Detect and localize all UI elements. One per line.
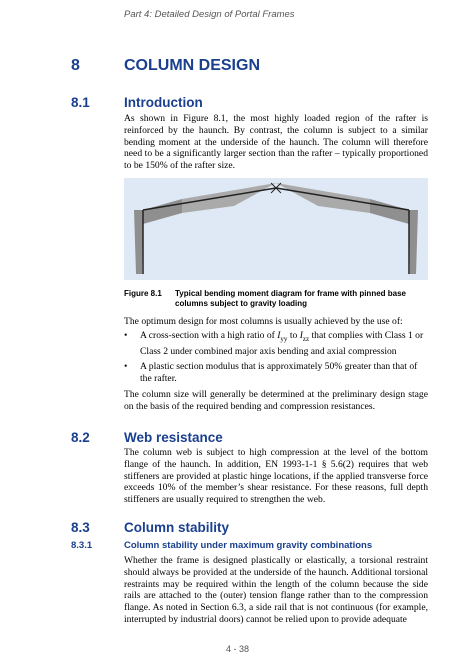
- body-paragraph: The column size will generally be determined at the preliminary design stage on the basis of the required bending and compression resistances.: [124, 389, 428, 412]
- figure-bending-moment-diagram: [124, 178, 428, 280]
- section-number: 8.1: [71, 95, 90, 110]
- chapter-number: 8: [71, 57, 80, 74]
- subsection-title: Column stability under maximum gravity combinations: [124, 540, 373, 551]
- moment-diagram-left-column: [134, 210, 143, 274]
- body-paragraph: The optimum design for most columns is usually achieved by the use of:: [124, 316, 403, 327]
- portal-frame-diagram: [124, 178, 428, 280]
- bullet-marker: •: [124, 361, 128, 372]
- moment-diagram-left-haunch: [143, 199, 182, 224]
- section-title: Web resistance: [124, 430, 223, 445]
- body-paragraph: Whether the frame is designed plastically or elastically, a torsional restraint should always be provided at the underside of the haunch. Additional torsional restraints may be required within the length of the column because the side rails are attached to the (outer) tension flange rather than to the compression flange. As noted in Section 6.3, a side rail that is not continuous (for example, interrupted by industrial doors) cannot be relied upon to provide adequate: [124, 555, 428, 625]
- running-header: Part 4: Detailed Design of Portal Frames: [124, 9, 295, 20]
- page-number: 4 - 38: [226, 644, 250, 654]
- bullet-item: A cross-section with a high ratio of $I_{yy}$ to $I_{zz}$ that complies with Class 1 or Class 2 under combined major axis bending and axial compression: [140, 330, 424, 357]
- subsection-number: 8.3.1: [71, 540, 93, 551]
- chapter-title: COLUMN DESIGN: [124, 57, 260, 74]
- body-paragraph: The column web is subject to high compression at the level of the bottom flange of the haunch. In addition, EN 1993-1-1 § 5.6(2) requires that web stiffeners are provided at plastic hinge locations, if the applied transverse force exceeds 10% of the member’s shear resistance. For these reasons, full depth stiffeners are usually required to strengthen the web.: [124, 447, 428, 506]
- moment-diagram-left-rafter: [182, 183, 276, 213]
- section-number: 8.3: [71, 520, 90, 535]
- section-title: Introduction: [124, 95, 203, 110]
- figure-label: Figure 8.1: [124, 289, 162, 298]
- bullet-item: A plastic section modulus that is approximately 50% greater than that of the rafter.: [140, 361, 418, 384]
- body-paragraph: As shown in Figure 8.1, the most highly loaded region of the rafter is reinforced by the haunch. By contrast, the column is subject to a similar bending moment at the underside of the haunch. The column will therefore need to be a significantly larger section than the rafter – typically proportioned to be 150% of the rafter size.: [124, 113, 428, 172]
- section-title: Column stability: [124, 520, 230, 535]
- moment-diagram-right-haunch: [370, 199, 409, 224]
- moment-diagram-right-rafter: [276, 183, 370, 213]
- moment-diagram-right-column: [409, 210, 418, 274]
- figure-caption: Typical bending moment diagram for frame with pinned base columns subject to gravity loading: [175, 289, 406, 308]
- bullet-marker: •: [124, 330, 128, 341]
- section-number: 8.2: [71, 430, 90, 445]
